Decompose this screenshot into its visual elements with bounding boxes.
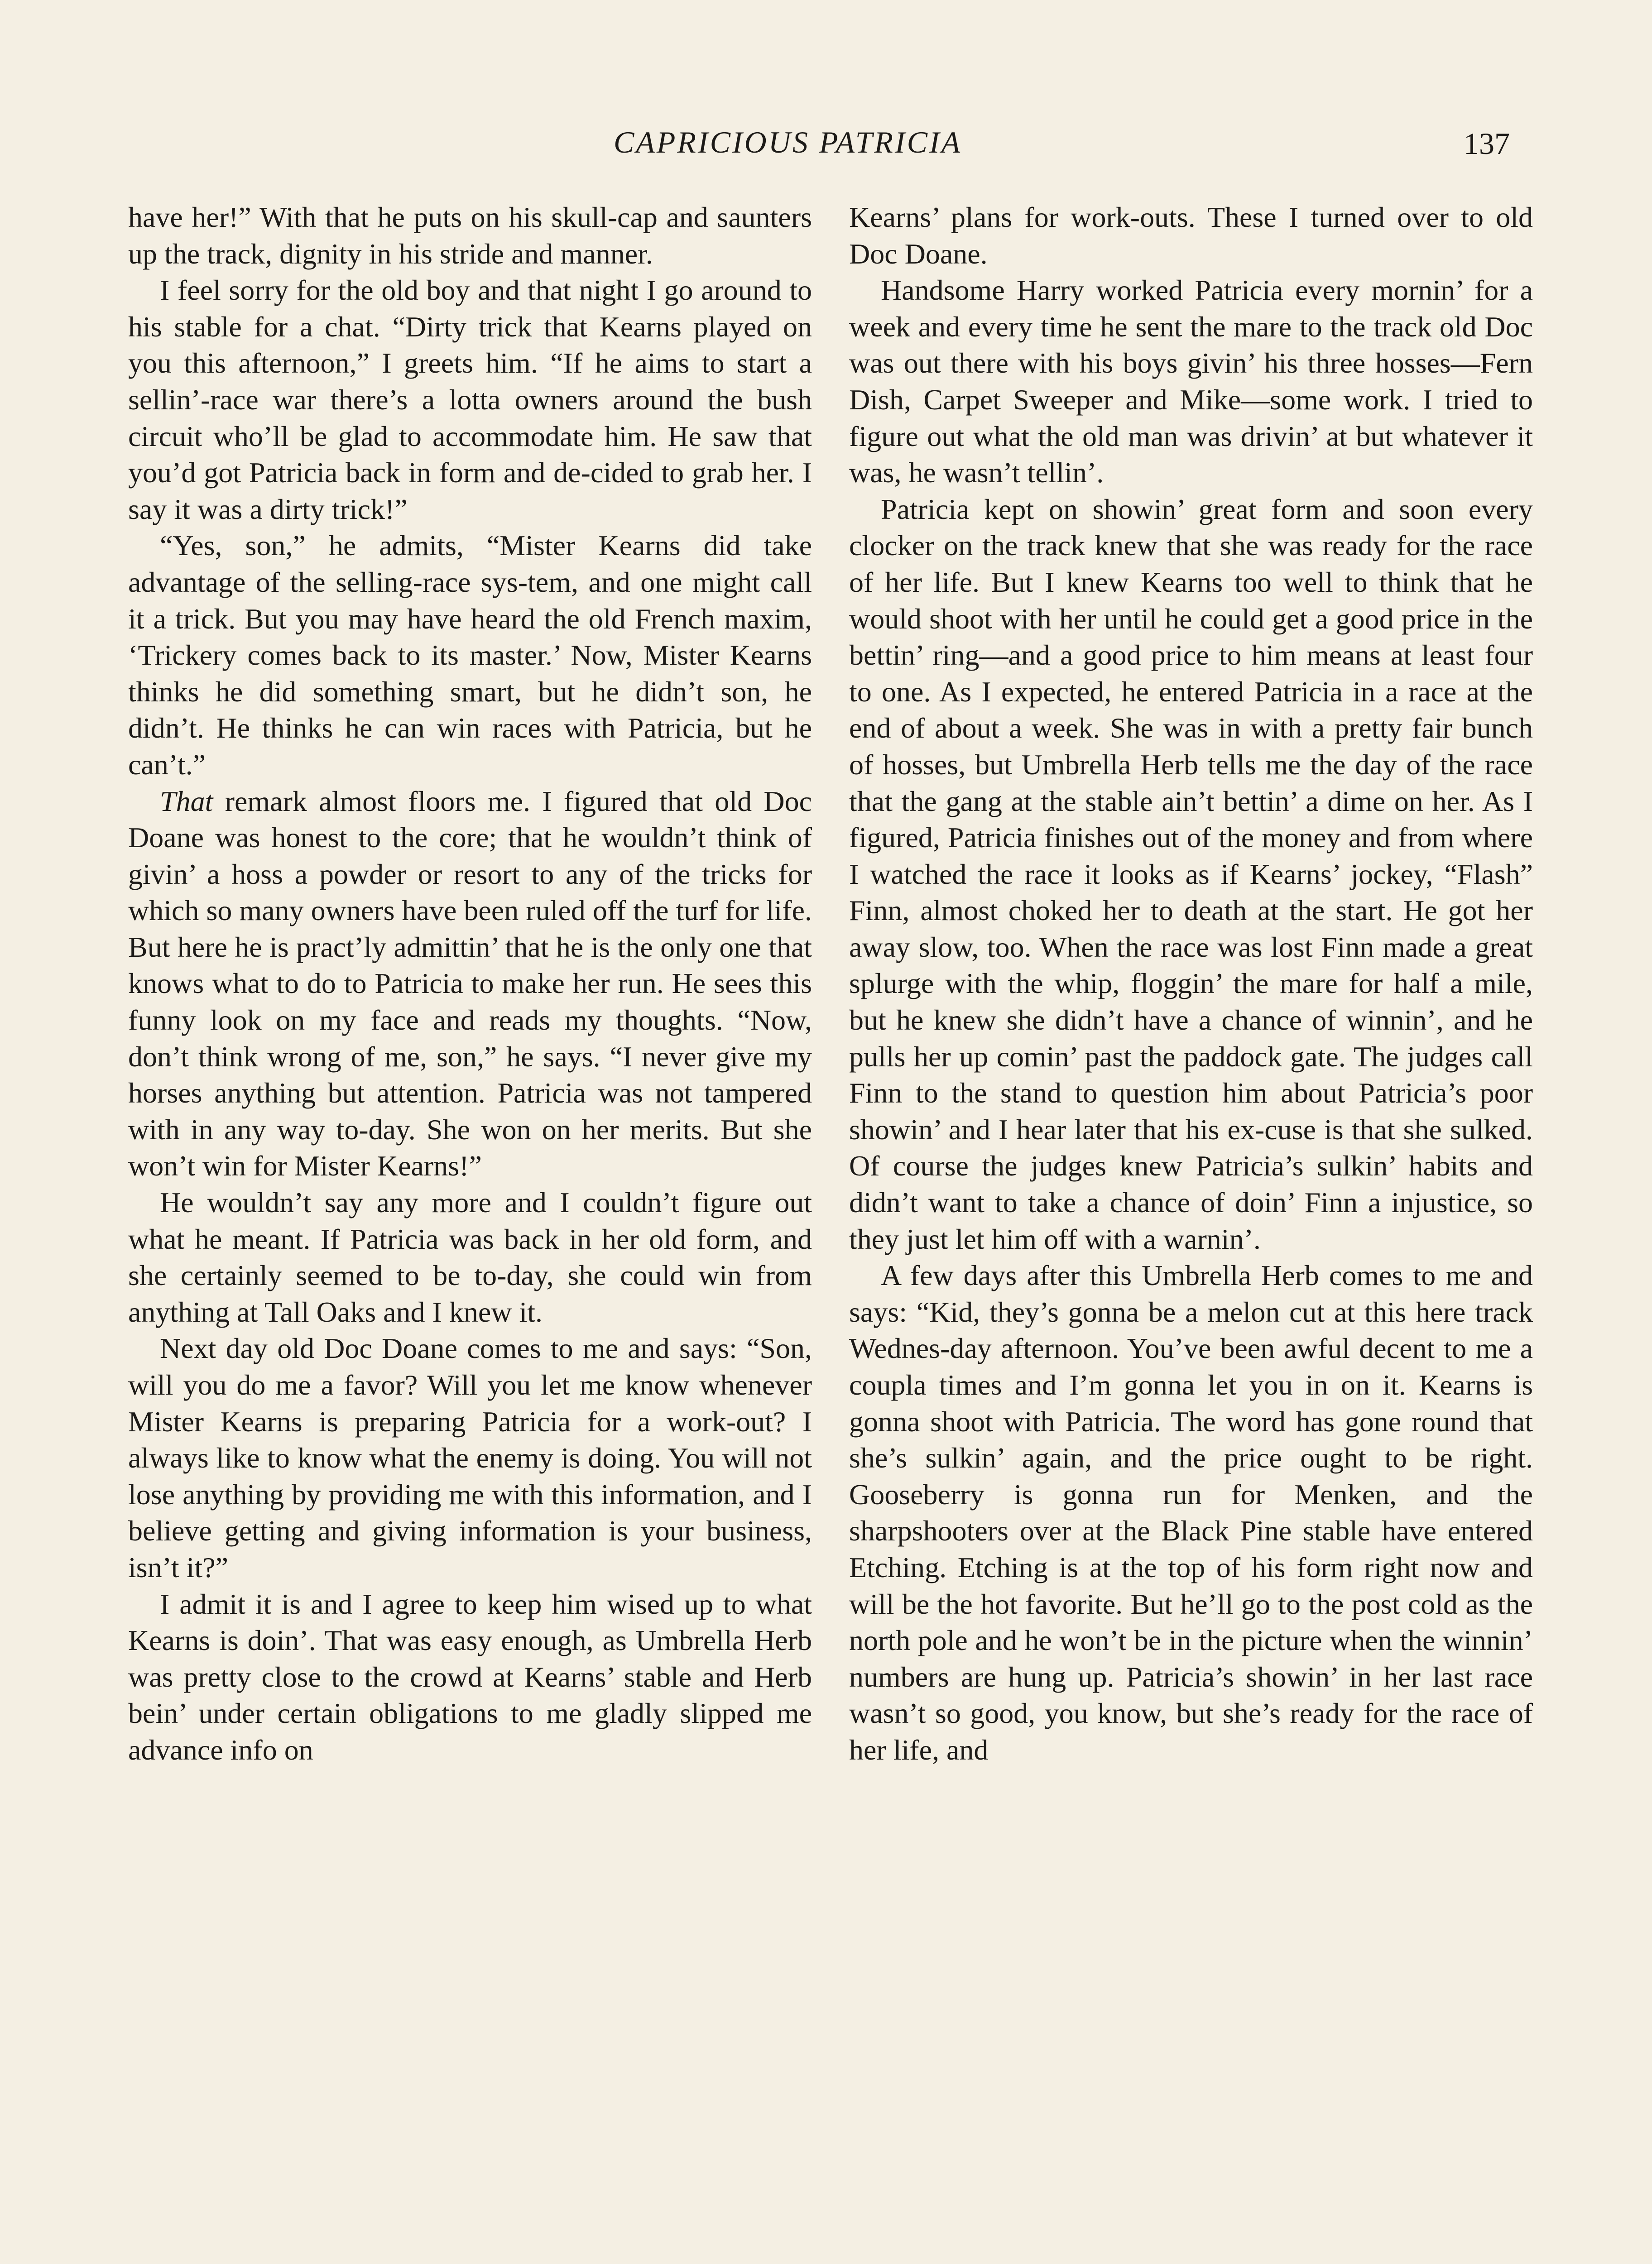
paragraph: “Yes, son,” he admits, “Mister Kearns did take advantage of the selling-race sys-tem, and one might call it a trick. But you may have heard the old French maxim, ‘Trickery comes back to its master.’ Now, Mister Kearns thinks he did something smart, but he didn’t son, he didn’t. He thinks he can win races with Patricia, but he can’t.” <box>128 529 812 781</box>
paragraph: I feel sorry for the old boy and that night I go around to his stable for a chat. “Dirty trick that Kearns played on you this afternoon,” I greets him. “If he aims to start a sellin’-race war there’s a lotta owners around the bush circuit who’ll be glad to accommodate him. He saw that you’d got Patricia back in form and de-cided to grab her. I say it was a dirty trick!” <box>128 274 812 525</box>
paragraph: He wouldn’t say any more and I couldn’t figure out what he meant. If Patricia was back in her old form, and she certainly seemed to be to-day, she could win from anything at Tall Oaks and I knew it. <box>128 1186 812 1328</box>
paragraph: A few days after this Umbrella Herb comes to me and says: “Kid, they’s gonna be a melon cut at this here track Wednes-day afternoon. You’ve been awful decent to me a coupla times and I’m gonna let you in on it. Kearns is gonna shoot with Patricia. The word has gone round that she’s sulkin’ again, and the price ought to be right. Gooseberry is gonna run for Menken, and the sharpshooters over at the Black Pine stable have entered Etching. Etching is at the top of his form right now and will be the hot favorite. But he’ll go to the post cold as the north pole and he won’t be in the picture when the winnin’ numbers are hung up. Patricia’s showin’ in her last race wasn’t so good, you know, but she’s ready for the race of her life, and <box>849 1259 1533 1766</box>
paragraph: That remark almost floors me. I figured that old Doc Doane was honest to the core; that he wouldn’t think of givin’ a hoss a powder or resort to any of the tricks for which so many owners have been ruled off the turf for life. But here he is pract’ly admittin’ that he is the only one that knows what to do to Patricia to make her run. He sees this funny look on my face and reads my thoughts. “Now, don’t think wrong of me, son,” he says. “I never give my horses anything but attention. Patricia was not tampered with in any way to-day. She won on her merits. But she won’t win for Mister Kearns!” <box>128 785 812 1182</box>
page-number: 137 <box>1464 126 1510 161</box>
left-column <box>128 199 812 1769</box>
paragraph: Kearns’ plans for work-outs. These I turned over to old Doc Doane. <box>849 201 1533 270</box>
paragraph: have her!” With that he puts on his skull-cap and saunters up the track, dignity in his stride and manner. <box>128 201 812 270</box>
right-column <box>849 199 1533 1769</box>
paragraph: I admit it is and I agree to keep him wised up to what Kearns is doin’. That was easy enough, as Umbrella Herb was pretty close to the crowd at Kearns’ stable and Herb bein’ under certain obligations to me gladly slipped me advance info on <box>128 1588 812 1766</box>
paragraph: Handsome Harry worked Patricia every mornin’ for a week and every time he sent the mare to the track old Doc was out there with his boys givin’ his three hosses—Fern Dish, Carpet Sweeper and Mike—some work. I tried to figure out what the old man was drivin’ at but whatever it was, he wasn’t tellin’. <box>849 274 1533 489</box>
italic-lead: That <box>160 785 213 817</box>
running-title: CAPRICIOUS PATRICIA <box>614 125 962 159</box>
paragraph: Patricia kept on showin’ great form and soon every clocker on the track knew that she was ready for the race of her life. But I knew Kearns too well to think that he would shoot with her until he could get a good price in the bettin’ ring—and a good price to him means at least four to one. As I expected, he entered Patricia in a race at the end of about a week. She was in with a pretty fair bunch of hosses, but Umbrella Herb tells me the day of the race that the gang at the stable ain’t bettin’ a dime on her. As I figured, Patricia finishes out of the money and from where I watched the race it looks as if Kearns’ jockey, “Flash” Finn, almost choked her to death at the start. He got her away slow, too. When the race was lost Finn made a great splurge with the whip, floggin’ the mare for half a mile, but he knew she didn’t have a chance of winnin’, and he pulls her up comin’ past the paddock gate. The judges call Finn to the stand to question him about Patricia’s poor showin’ and I hear later that his ex-cuse is that she sulked. Of course the judges knew Patricia’s sulkin’ habits and didn’t want to take a chance of doin’ Finn a injustice, so they just let him off with a warnin’. <box>849 493 1533 1255</box>
paragraph: Next day old Doc Doane comes to me and says: “Son, will you do me a favor? Will you let me know whenever Mister Kearns is preparing Patricia for a work-out? I always like to know what the enemy is doing. You will not lose anything by providing me with this information, and I believe getting and giving information is your business, isn’t it?” <box>128 1332 812 1583</box>
